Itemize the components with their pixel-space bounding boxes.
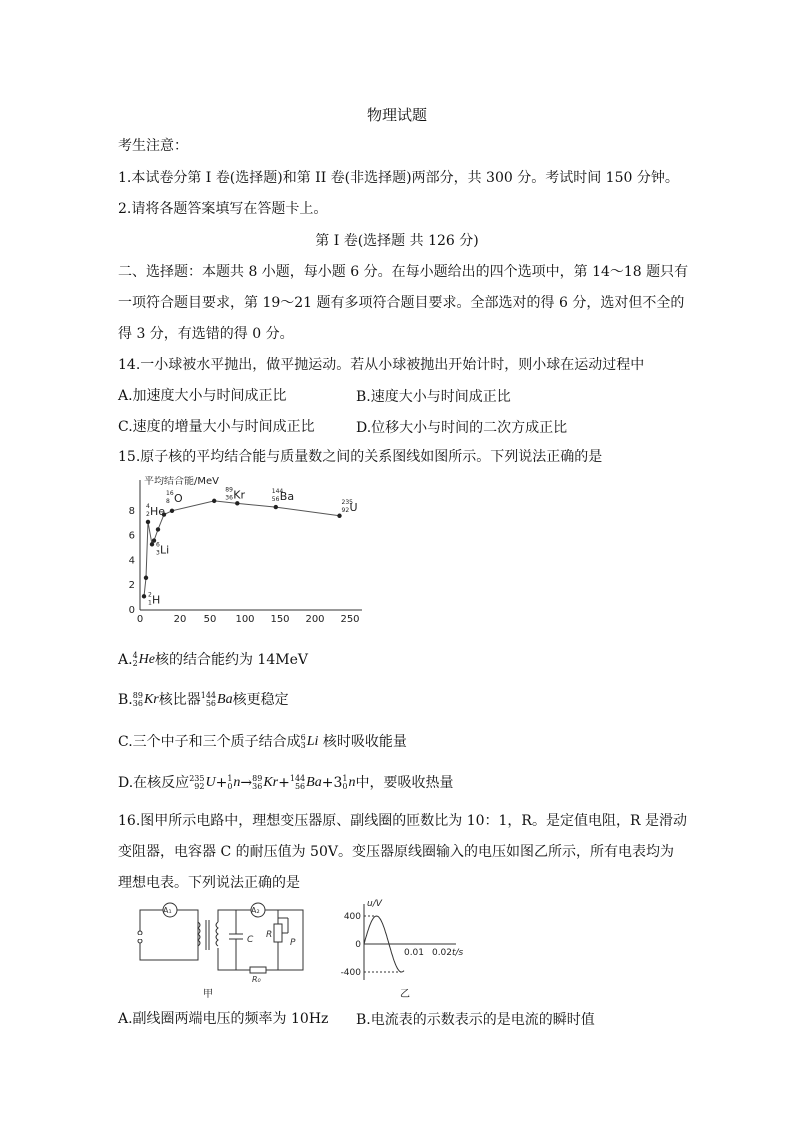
binding-energy-chart bbox=[118, 476, 368, 628]
q15-option-a: A. 4 2 He 核的结合能约为 14MeV bbox=[118, 651, 308, 668]
nuclide-atomic-number: 92 bbox=[341, 506, 350, 514]
data-point bbox=[170, 509, 174, 513]
nuclide-mass-number: 16 bbox=[166, 489, 174, 497]
section-title: 第 I 卷(选择题 共 126 分) bbox=[315, 233, 479, 249]
nuclide-atomic-number: 8 bbox=[166, 497, 170, 505]
data-point bbox=[146, 520, 150, 524]
q16-option-a: A.副线圈两端电压的频率为 10Hz bbox=[118, 1011, 329, 1027]
x-tick-label: 200 bbox=[305, 614, 325, 625]
q14-stem: 14.一小球被水平抛出，做平抛运动。若从小球被抛出开始计时，则小球在运动过程中 bbox=[118, 357, 645, 373]
q15-option-c: C.三个中子和三个质子结合成 6 3 Li 核时吸收能量 bbox=[118, 733, 407, 750]
q16-stem-line: 变阻器，电容器 C 的耐压值为 50V。变压器原线圈输入的电压如图乙所示，所有电表均为 bbox=[118, 844, 674, 860]
notice-item: 1.本试卷分第 I 卷(选择题)和第 II 卷(非选择题)两部分，共 300 分。考试时间 150 分钟。 bbox=[118, 170, 679, 186]
instruction-line: 一项符合题目要求，第 19～21 题有多项符合题目要求。全部选对的得 6 分，选对但不全的 bbox=[118, 295, 685, 311]
nuclide-atomic-number: 1 bbox=[148, 599, 152, 607]
q16-option-b: B.电流表的示数表示的是电流的瞬时值 bbox=[356, 1012, 595, 1028]
y-axis-label: 平均结合能/MeV bbox=[144, 476, 219, 487]
u-axis-label: u/V bbox=[367, 899, 382, 909]
instruction-line: 得 3 分，有选错的得 0 分。 bbox=[118, 326, 294, 342]
data-point bbox=[337, 514, 341, 518]
voltage-waveform bbox=[338, 898, 464, 982]
x-tick-label: 250 bbox=[340, 614, 360, 625]
nuclide-symbol: Kr bbox=[233, 488, 246, 502]
instruction-line: 二、选择题：本题共 8 小题，每小题 6 分。在每小题给出的四个选项中，第 14～18 题只有 bbox=[118, 264, 689, 280]
q14-option-c: C.速度的增量大小与时间成正比 bbox=[118, 419, 315, 435]
resistor-r0-label: R₀ bbox=[252, 975, 261, 982]
data-point bbox=[212, 499, 216, 503]
nuclide-atomic-number: 56 bbox=[271, 496, 280, 504]
q15-option-d: D.在核反应 235 92 U + 1 0 n → 89 36 Kr + 144 56 Ba +3 1 0 n 中，要吸收热量 bbox=[118, 774, 454, 791]
q16-stem-line: 理想电表。下列说法正确的是 bbox=[118, 875, 300, 891]
x-tick-label: 20 bbox=[173, 614, 187, 625]
nuclide-mass-number: 144 bbox=[271, 488, 284, 496]
q14-option-d: D.位移大小与时间的二次方成正比 bbox=[356, 420, 568, 436]
y-tick-label: 2 bbox=[128, 580, 135, 592]
u-tick-label: 0 bbox=[355, 940, 361, 950]
data-point bbox=[144, 576, 148, 580]
y-tick-label: 0 bbox=[128, 605, 135, 616]
nuclide-mass-number: 89 bbox=[225, 486, 233, 494]
notice-heading: 考生注意： bbox=[118, 138, 188, 154]
y-tick-label: 8 bbox=[128, 505, 135, 517]
data-point bbox=[156, 527, 160, 531]
notice-item: 2.请将各题答案填写在答题卡上。 bbox=[118, 201, 328, 217]
nuclide-mass-number: 235 bbox=[341, 498, 353, 506]
data-point bbox=[150, 542, 154, 546]
t-axis-label: t/s bbox=[452, 948, 464, 958]
nuclide-symbol: O bbox=[174, 491, 183, 505]
q16-stem-line: 16.图甲所示电路中，理想变压器原、副线圈的匝数比为 10：1，R。是定值电阻，R 是滑动 bbox=[118, 813, 687, 829]
t-tick-label: 0.01 bbox=[403, 948, 425, 958]
nuclide-symbol: H bbox=[152, 593, 161, 607]
x-tick-label: 50 bbox=[203, 614, 217, 625]
t-tick-label: 0.02 bbox=[431, 948, 453, 958]
nuclide-symbol: U bbox=[349, 500, 358, 514]
slider-label: P bbox=[290, 938, 296, 948]
nuclide-symbol: Ba bbox=[279, 490, 295, 504]
q15-stem: 15.原子核的平均结合能与质量数之间的关系图线如图所示。下列说法正确的是 bbox=[118, 449, 603, 465]
circuit-diagram bbox=[128, 900, 318, 982]
q14-option-b: B.速度大小与时间成正比 bbox=[356, 389, 511, 405]
nuclide-symbol: Li bbox=[160, 543, 170, 557]
figure-yi-caption: 乙 bbox=[400, 989, 410, 1000]
q15-option-b: B. 89 36 Kr 核比器 144 56 Ba 核更稳定 bbox=[118, 691, 289, 708]
rheostat-label: R bbox=[266, 930, 273, 940]
nuclide-mass-number: 4 bbox=[146, 502, 150, 510]
nuclide-mass-number: 6 bbox=[156, 541, 160, 549]
data-point bbox=[142, 594, 146, 598]
x-tick-label: 100 bbox=[235, 614, 255, 625]
y-tick-label: 6 bbox=[128, 530, 135, 542]
x-tick-label: 150 bbox=[270, 614, 290, 625]
data-point bbox=[235, 501, 239, 505]
x-tick-label: 0 bbox=[136, 614, 144, 625]
binding-energy-curve bbox=[144, 501, 340, 597]
page-title: 物理试题 bbox=[366, 106, 427, 124]
capacitor-label: C bbox=[247, 935, 254, 945]
nuclide-atomic-number: 2 bbox=[146, 510, 150, 518]
u-tick-label: 400 bbox=[343, 912, 361, 922]
ammeter-a2-label: A₂ bbox=[251, 906, 260, 915]
nuclide-mass-number: 2 bbox=[148, 591, 152, 599]
q14-option-a: A.加速度大小与时间成正比 bbox=[118, 388, 287, 404]
nuclide-atomic-number: 36 bbox=[225, 494, 233, 502]
nuclide-symbol: He bbox=[150, 504, 166, 518]
u-tick-label: -400 bbox=[340, 968, 361, 978]
nuclide-atomic-number: 3 bbox=[156, 549, 160, 557]
figure-jia-caption: 甲 bbox=[203, 989, 213, 1000]
ammeter-a1-label: A₁ bbox=[163, 906, 172, 915]
y-tick-label: 4 bbox=[128, 555, 135, 567]
data-point bbox=[274, 505, 278, 509]
